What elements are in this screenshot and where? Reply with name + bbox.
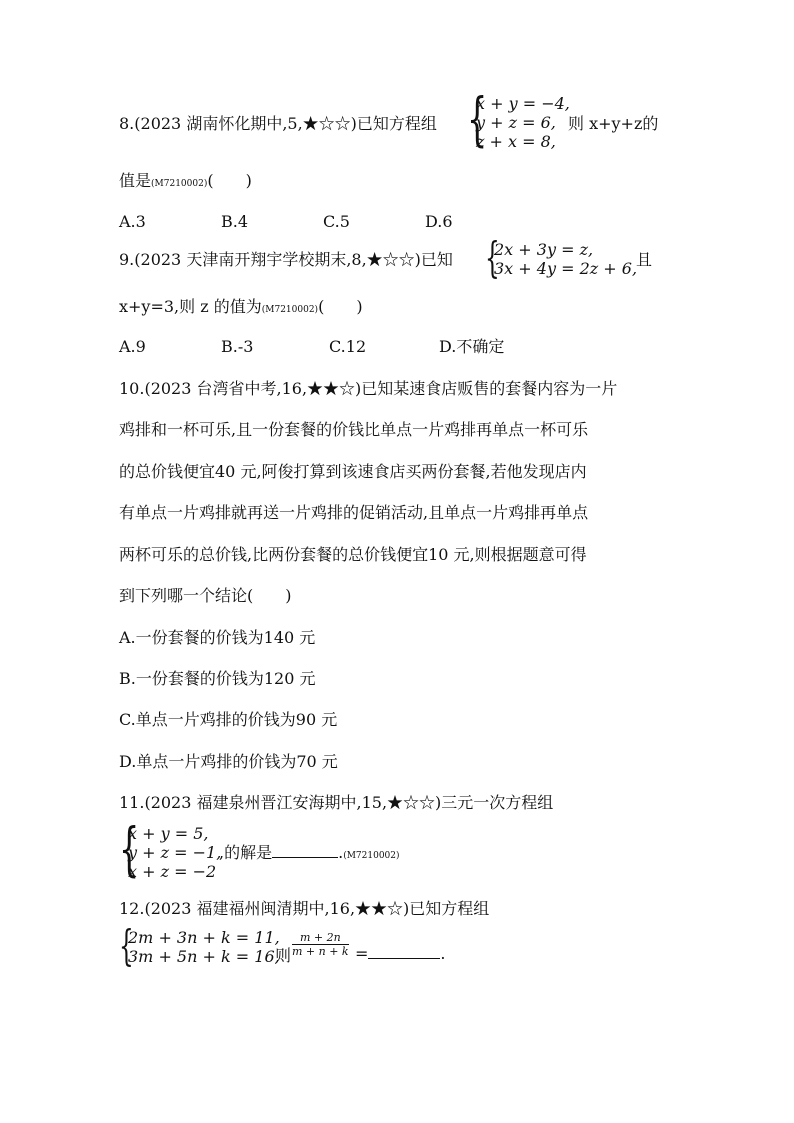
q8-eq-2: y + z = 6, (476, 113, 556, 132)
q8-code: (M7210002) (151, 179, 208, 189)
q12-eq-sign: = (355, 944, 369, 963)
q12-brace: { (119, 921, 134, 970)
q8-option-d: D.6 (425, 212, 453, 231)
q10-option-d: D.单点一片鸡排的价钱为70 元 (119, 752, 338, 771)
q12-end: . (440, 944, 446, 963)
q11-eq-2: y + z = −1, (128, 843, 222, 862)
q9-paren: ( ) (318, 297, 363, 316)
q12-fraction (292, 931, 349, 958)
q11-code: (M7210002) (343, 851, 400, 861)
q12-answer-blank[interactable] (368, 944, 440, 959)
q9-eq-1: 2x + 3y = z, (494, 240, 594, 259)
q10-line-2: 鸡排和一杯可乐,且一份套餐的价钱比单点一片鸡排再单点一杯可乐 (119, 420, 589, 439)
q8-tail: 则 x+y+z的 (568, 114, 659, 133)
q8-head: 8.(2023 湖南怀化期中,5,★☆☆)已知方程组 (119, 114, 437, 133)
q10-line-6: 到下列哪一个结论( ) (119, 586, 292, 605)
q10-line-4: 有单点一片鸡排就再送一片鸡排的促销活动,且单点一片鸡排再单点 (119, 503, 589, 522)
q8-option-c: C.5 (323, 212, 350, 231)
q9-option-b: B.-3 (221, 337, 254, 356)
q12-frac-numerator: m + 2n (292, 931, 349, 945)
q12-stem: 12.(2023 福建福州闽清期中,16,★★☆)已知方程组 (119, 899, 490, 918)
q11-tail (219, 843, 400, 866)
q10-line-3: 的总价钱便宜40 元,阿俊打算到该速食店买两份套餐,若他发现店内 (119, 462, 587, 481)
q11-answer-blank[interactable] (272, 843, 338, 858)
q11-brace: { (119, 815, 140, 883)
q9-brace: { (485, 233, 500, 282)
q10-option-c: C.单点一片鸡排的价钱为90 元 (119, 710, 338, 729)
q12-frac-denominator: m + n + k (292, 945, 349, 958)
q8-option-a: A.3 (119, 212, 146, 231)
q9-head: 9.(2023 天津南开翔宇学校期末,8,★☆☆)已知 (119, 250, 453, 269)
q9-code: (M7210002) (261, 305, 319, 315)
q10-line-5: 两杯可乐的总价钱,比两份套餐的总价钱便宜10 元,则根据题意可得 (119, 545, 587, 564)
q11-eq-3: x + z = −2 (128, 862, 217, 881)
q12-eq-2: 3m + 5n + k = 16, (128, 947, 280, 966)
q8-eq-1: x + y = −4, (476, 94, 570, 113)
q9-line2 (119, 297, 363, 320)
q9-option-c: C.12 (329, 337, 367, 356)
q8-line2 (119, 171, 252, 194)
q12-answer (355, 944, 446, 964)
q8-eq-3: z + x = 8, (476, 132, 556, 151)
q8-brace: { (467, 85, 488, 153)
q12-eq-1: 2m + 3n + k = 11, (128, 928, 280, 947)
q11-tail-text: ,的解是 (219, 843, 273, 862)
q9-option-a: A.9 (119, 337, 146, 356)
q11-stem: 11.(2023 福建泉州晋江安海期中,15,★☆☆)三元一次方程组 (119, 793, 554, 812)
q10-option-b: B.一份套餐的价钱为120 元 (119, 669, 316, 688)
q8-stem (119, 114, 437, 134)
q9-tail: 且 (636, 250, 653, 269)
q11-end: . (338, 843, 344, 862)
q12-then: 则 (275, 946, 292, 965)
q8-line2-text: 值是 (119, 171, 152, 190)
q9-eq-2: 3x + 4y = 2z + 6, (494, 259, 638, 278)
q8-paren: ( ) (207, 171, 252, 190)
q9-stem (119, 250, 453, 270)
q10-line-1: 10.(2023 台湾省中考,16,★★☆)已知某速食店贩售的套餐内容为一片 (119, 379, 618, 398)
q9-line2-text: x+y=3,则 z 的值为 (119, 297, 262, 316)
q9-option-d: D.不确定 (439, 337, 505, 356)
q8-option-b: B.4 (221, 212, 249, 231)
q11-eq-1: x + y = 5, (128, 824, 209, 843)
q10-option-a: A.一份套餐的价钱为140 元 (119, 628, 316, 647)
